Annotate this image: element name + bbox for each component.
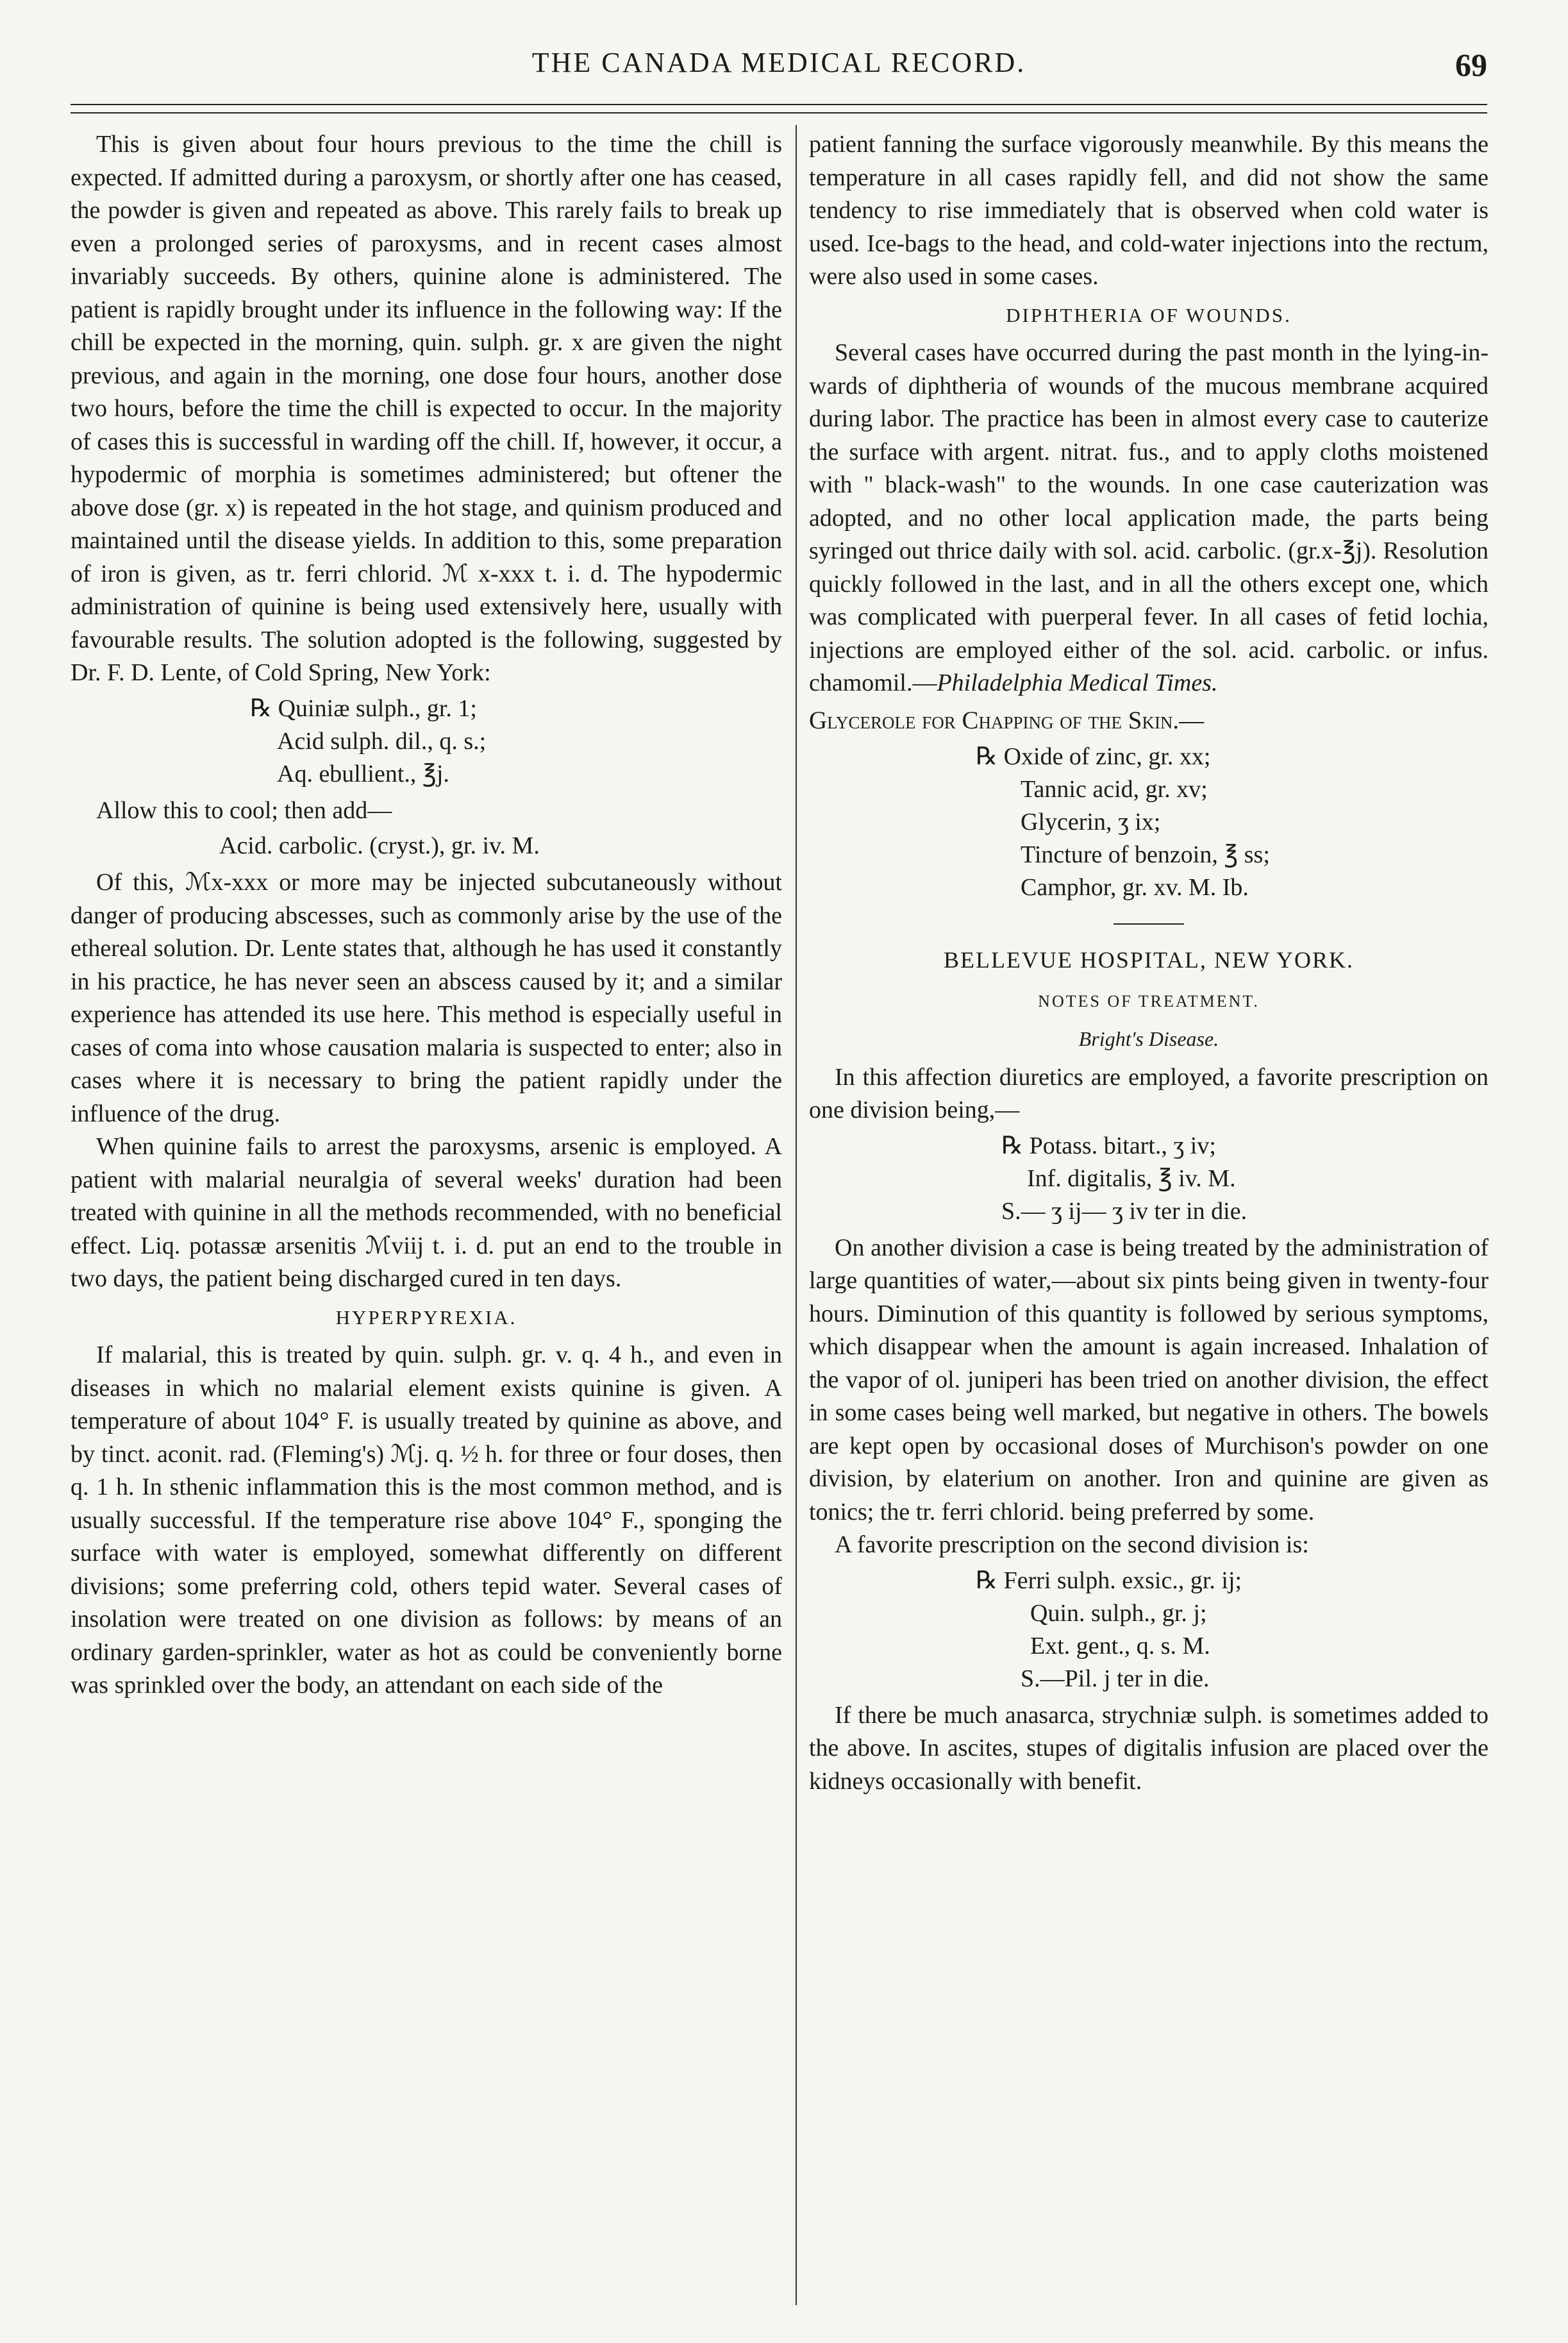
paragraph-hyperpyrexia: If malarial, this is treated by quin. sulph. gr. v. q. 4 h., and even in diseases in which no malarial element exists quinine is given. A temperature of about 104° F. is usually treated by quinine as above, and by tinct. aconit. rad. (Fleming's) ℳj. q. ½ h. for three or four doses, then q. 1 h. In sthenic inflammation this is the most common method, and is usually successful. If the temperature rise above 104° F., sponging the surface with water is employed, somewhat differently on different divisions; some preferring cold, others tepid water. Several cases of insolation were treated on one division as follows: by means of an ordinary garden-sprinkler, water as hot as could be conveniently borne was sprinkled over the body, an attendant on each side of the <box>71 1341 782 1699</box>
prescription-quinine-solution <box>71 693 782 791</box>
rx-line: Tannic acid, gr. xv; <box>1021 776 1208 803</box>
rx-line: Glycerin, ʒ ix; <box>1021 809 1161 836</box>
paragraph-allow-cool: Allow this to cool; then add— <box>96 796 392 824</box>
rx-line: Inf. digitalis, ℥ iv. M. <box>1027 1164 1236 1192</box>
rx-line: ℞ Oxide of zinc, gr. xx; <box>976 743 1211 770</box>
paragraph-arsenic: When quinine fails to arrest the paroxysms, arsenic is employed. A patient with malarial neuralgia of several weeks' duration had been treated with quinine in all the methods recommended, with no beneficial effect. Liq. potassæ arsenitis ℳviij t. i. d. put an end to the trouble in two days, the patient being discharged cured in ten days. <box>71 1133 782 1292</box>
right-column <box>809 128 1489 2302</box>
rx-line: Acid sulph. dil., q. s.; <box>277 727 487 755</box>
prescription-carbolic-addition <box>71 830 782 862</box>
running-title: THE CANADA MEDICAL RECORD. <box>531 47 1026 78</box>
rx-line: S.— ʒ ij— ʒ iv ter in die. <box>1001 1197 1247 1225</box>
paragraph-second-division: A favorite prescription on the second division is: <box>835 1531 1309 1558</box>
page-header <box>71 46 1487 91</box>
column-divider <box>796 125 797 2305</box>
diphtheria-text: Several cases have occurred during the past month in the lying-in-wards of diphtheria of wounds of the mucous membrane acquired during labor. The practice has been in almost every case to cauterize the surface with argent. nitrat. fus., and to apply cloths moistened with " black-wash" to the wounds. In one case cauterization was adopted, and no other local application made, the parts being syringed out thrice daily with sol. acid. carbolic. (gr.x-℥j). Resolution quickly followed in the last, and in all the others except one, which was complicated with puerperal fever. In all cases of fetid lochia, injections are employed either of the sol. acid. carbolic. or infus. chamomil.— <box>809 339 1489 696</box>
heading-glycerole: Glycerole for Chapping of the Skin.— <box>809 706 1205 734</box>
paragraph-water-treatment: On another division a case is being treated by the administration of large quantities of water,—about six pints being given in twenty-four hours. Diminution of this quantity is followed by serious symptoms, which disappear when the amount is again increased. Inhalation of the vapor of ol. juniperi has been tried on another division, the effect in some cases being well marked, but negative in others. The bowels are kept open by occasional doses of Murchison's powder on one division, by elaterium on another. Iron and quinine are given as tonics; the tr. ferri chlorid. being preferred by some. <box>809 1234 1489 1525</box>
heading-diphtheria: DIPHTHERIA OF WOUNDS. <box>1006 303 1292 326</box>
subheading-brights-disease: Bright's Disease. <box>1078 1027 1219 1050</box>
page-number: 69 <box>1455 47 1487 83</box>
citation-source: Philadelphia Medical Times. <box>937 669 1218 696</box>
heading-hyperpyrexia: HYPERPYREXIA. <box>335 1306 517 1329</box>
rx-line: Aq. ebullient., ℥j. <box>277 760 449 787</box>
paragraph-diphtheria <box>809 337 1489 700</box>
prescription-brights <box>809 1130 1489 1228</box>
rx-line: Tincture of benzoin, ℥ ss; <box>1021 841 1270 868</box>
rx-line: ℞ Potass. bitart., ʒ iv; <box>1001 1132 1216 1159</box>
rx-line: Camphor, gr. xv. M. Ib. <box>1021 874 1249 901</box>
paragraph-anasarca: If there be much anasarca, strychniæ sulph. is sometimes added to the above. In ascites, stupes of digitalis infusion are placed over the kidneys occasionally with benefit. <box>809 1701 1489 1795</box>
prescription-glycerole <box>809 741 1489 904</box>
paragraph-fanning: patient fanning the surface vigorously meanwhile. By this means the temperature in all cases rapidly fell, and did not show the same tendency to rise immediately that is observed when cold water is used. Ice-bags to the head, and cold-water injections into the rectum, were also used in some cases. <box>809 131 1489 290</box>
rx-line: S.—Pil. j ter in die. <box>1021 1665 1210 1692</box>
heading-notes-of-treatment: NOTES OF TREATMENT. <box>1038 991 1260 1011</box>
paragraph-diuretics: In this affection diuretics are employed, a favorite prescription on one division being,— <box>809 1063 1489 1123</box>
section-separator <box>1113 923 1184 925</box>
heading-bellevue: BELLEVUE HOSPITAL, NEW YORK. <box>943 947 1355 973</box>
rx-line: Ext. gent., q. s. M. <box>1030 1632 1210 1659</box>
header-rule-top <box>71 104 1487 105</box>
paragraph-subcutaneous: Of this, ℳx-xxx or more may be injected subcutaneously without danger of producing abscesses, such as commonly arise by the use of the ethereal solution. Dr. Lente states that, although he has used it constantly in his practice, he has never seen an abscess caused by it; and a similar experience has attended its use here. This method is especially useful in cases of coma into whose causation malaria is suspected to enter; also in cases where it is necessary to bring the patient rapidly under the influence of the drug. <box>71 869 782 1127</box>
rx-line: Quin. sulph., gr. j; <box>1030 1599 1207 1627</box>
rx-line: Acid. carbolic. (cryst.), gr. iv. M. <box>219 832 540 859</box>
rx-line: ℞ Ferri sulph. exsic., gr. ij; <box>976 1566 1242 1594</box>
paragraph-quinine-timing: This is given about four hours previous to the time the chill is expected. If admitted during a paroxysm, or shortly after one has ceased, the powder is given and repeated as above. This rarely fails to break up even a prolonged series of paroxysms, and in recent cases almost invariably succeeds. By others, quinine alone is administered. The patient is rapidly brought under its influence in the following way: If the chill be expected in the morning, quin. sulph. gr. x are given the night previous, and again in the morning, one dose four hours, another dose two hours, before the time the chill is expected to occur. In the majority of cases this is successful in warding off the chill. If, however, it occur, a hypodermic of morphia is sometimes administered; but oftener the above dose (gr. x) is repeated in the hot stage, and quinism produced and maintained until the disease yields. In addition to this, some preparation of iron is given, as tr. ferri chlorid. ℳ x-xxx t. i. d. The hypodermic administration of quinine is being used extensively here, usually with favourable results. The solution adopted is the following, suggested by Dr. F. D. Lente, of Cold Spring, New York: <box>71 131 782 686</box>
prescription-second-division <box>809 1565 1489 1695</box>
header-rule-bottom <box>71 112 1487 113</box>
rx-line: ℞ Quiniæ sulph., gr. 1; <box>250 694 477 722</box>
left-column <box>71 128 782 2302</box>
